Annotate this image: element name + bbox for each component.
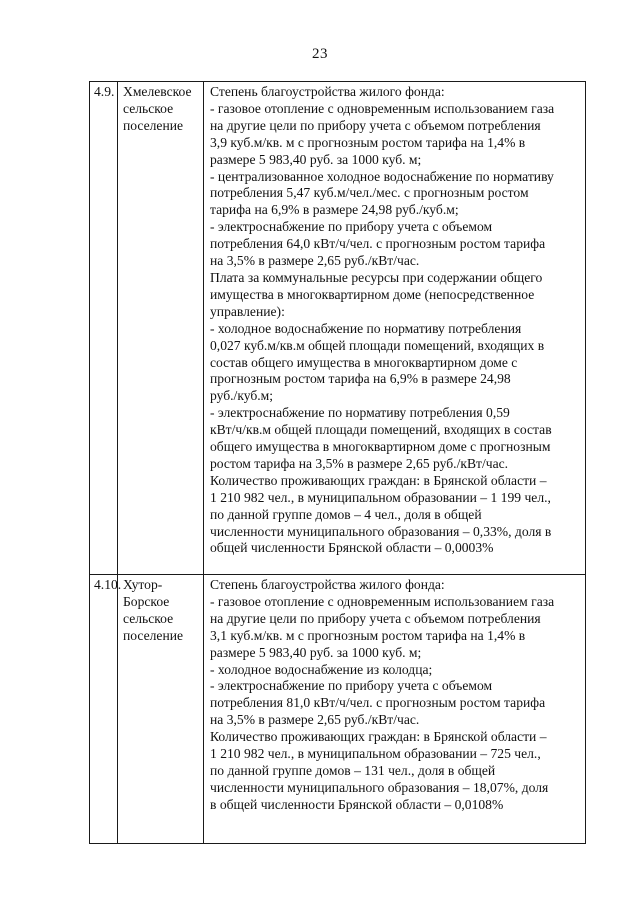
- description-line: Количество проживающих граждан: в Брянской области –: [210, 729, 547, 745]
- description-line: численности муниципального образования – 0,33%, доля в: [210, 523, 552, 539]
- description-line: потребления 64,0 кВт/ч/чел. с прогнозным ростом тарифа: [210, 236, 546, 252]
- settlement-name-line: Борское: [123, 593, 170, 609]
- description-line: - централизованное холодное водоснабжение по нормативу: [210, 168, 554, 184]
- row-number: 4.10.: [94, 577, 122, 592]
- settlement-name-line: поселение: [123, 627, 184, 643]
- description-line: имущества в многоквартирном доме (непосредственное: [210, 286, 535, 302]
- row-number-cell: [90, 82, 118, 575]
- description-line: 3,1 куб.м/кв. м с прогнозным ростом тарифа на 1,4% в: [210, 627, 526, 643]
- description-line: потребления 81,0 кВт/ч/чел. с прогнозным ростом тарифа: [210, 695, 546, 711]
- description-line: по данной группе домов – 131 чел., доля в общей: [210, 762, 496, 778]
- description-line: на 3,5% в размере 2,65 руб./кВт/час.: [210, 712, 420, 728]
- description-line: на 3,5% в размере 2,65 руб./кВт/час.: [210, 253, 420, 269]
- description-line: в общей численности Брянской области – 0,0108%: [210, 796, 504, 812]
- description-line: - электроснабжение по прибору учета с объемом: [210, 219, 493, 235]
- description-line: численности муниципального образования – 18,07%, доля: [210, 779, 549, 795]
- settlement-name-line: Хутор-: [123, 577, 163, 592]
- description-cell: [204, 82, 586, 575]
- description-line: 1 210 982 чел., в муниципальном образовании – 725 чел.,: [210, 746, 541, 762]
- description-line: Плата за коммунальные ресурсы при содержании общего: [210, 269, 543, 285]
- description-line: прогнозным ростом тарифа на 6,9% в размере 24,98: [210, 371, 511, 387]
- description-line: управление):: [210, 303, 285, 319]
- description-line: Степень благоустройства жилого фонда:: [210, 577, 445, 592]
- settlement-name-cell: [118, 575, 204, 844]
- settlement-name-cell: [118, 82, 204, 575]
- description-cell: [204, 575, 586, 844]
- settlement-name-line: Хмелевское: [123, 84, 192, 99]
- description-line: - электроснабжение по прибору учета с объемом: [210, 678, 493, 694]
- description-line: 1 210 982 чел., в муниципальном образовании – 1 199 чел.,: [210, 489, 551, 505]
- description-line: потребления 5,47 куб.м/чел./мес. с прогнозным ростом: [210, 185, 529, 201]
- description-line: кВт/ч/кв.м общей площади помещений, входящих в состав: [210, 422, 552, 438]
- settlement-name-line: сельское: [123, 100, 174, 116]
- description-line: - электроснабжение по нормативу потребления 0,59: [210, 405, 510, 421]
- description-line: состав общего имущества в многоквартирном доме с: [210, 354, 518, 370]
- page-number: 23: [312, 46, 328, 62]
- row-number-cell: [90, 575, 122, 844]
- row-number: 4.9.: [94, 84, 115, 99]
- table-row: [90, 575, 586, 844]
- description-line: размере 5 983,40 руб. за 1000 куб. м;: [210, 151, 422, 167]
- description-line: - газовое отопление с одновременным использованием газа: [210, 593, 555, 609]
- table-row: [90, 82, 586, 575]
- description-line: - газовое отопление с одновременным использованием газа: [210, 100, 555, 116]
- description-line: - холодное водоснабжение по нормативу потребления: [210, 320, 522, 336]
- description-line: по данной группе домов – 4 чел., доля в общей: [210, 506, 482, 522]
- description-line: ростом тарифа на 3,5% в размере 2,65 руб./кВт/час.: [210, 455, 509, 471]
- description-line: 0,027 куб.м/кв.м общей площади помещений, входящих в: [210, 337, 545, 353]
- description-line: на другие цели по прибору учета с объемом потребления: [210, 117, 541, 133]
- description-line: руб./куб.м;: [210, 388, 274, 404]
- description-line: 3,9 куб.м/кв. м с прогнозным ростом тарифа на 1,4% в: [210, 134, 526, 150]
- settlements-table: [89, 81, 586, 844]
- description-line: - холодное водоснабжение из колодца;: [210, 661, 433, 677]
- description-line: размере 5 983,40 руб. за 1000 куб. м;: [210, 644, 422, 660]
- description-line: общей численности Брянской области – 0,0003%: [210, 540, 494, 556]
- description-line: тарифа на 6,9% в размере 24,98 руб./куб.м;: [210, 202, 459, 218]
- description-line: общего имущества в многоквартирном доме с прогнозным: [210, 439, 551, 455]
- description-line: Количество проживающих граждан: в Брянской области –: [210, 472, 547, 488]
- settlement-name-line: поселение: [123, 117, 184, 133]
- description-line: Степень благоустройства жилого фонда:: [210, 84, 445, 99]
- description-line: на другие цели по прибору учета с объемом потребления: [210, 610, 541, 626]
- settlement-name-line: сельское: [123, 610, 174, 626]
